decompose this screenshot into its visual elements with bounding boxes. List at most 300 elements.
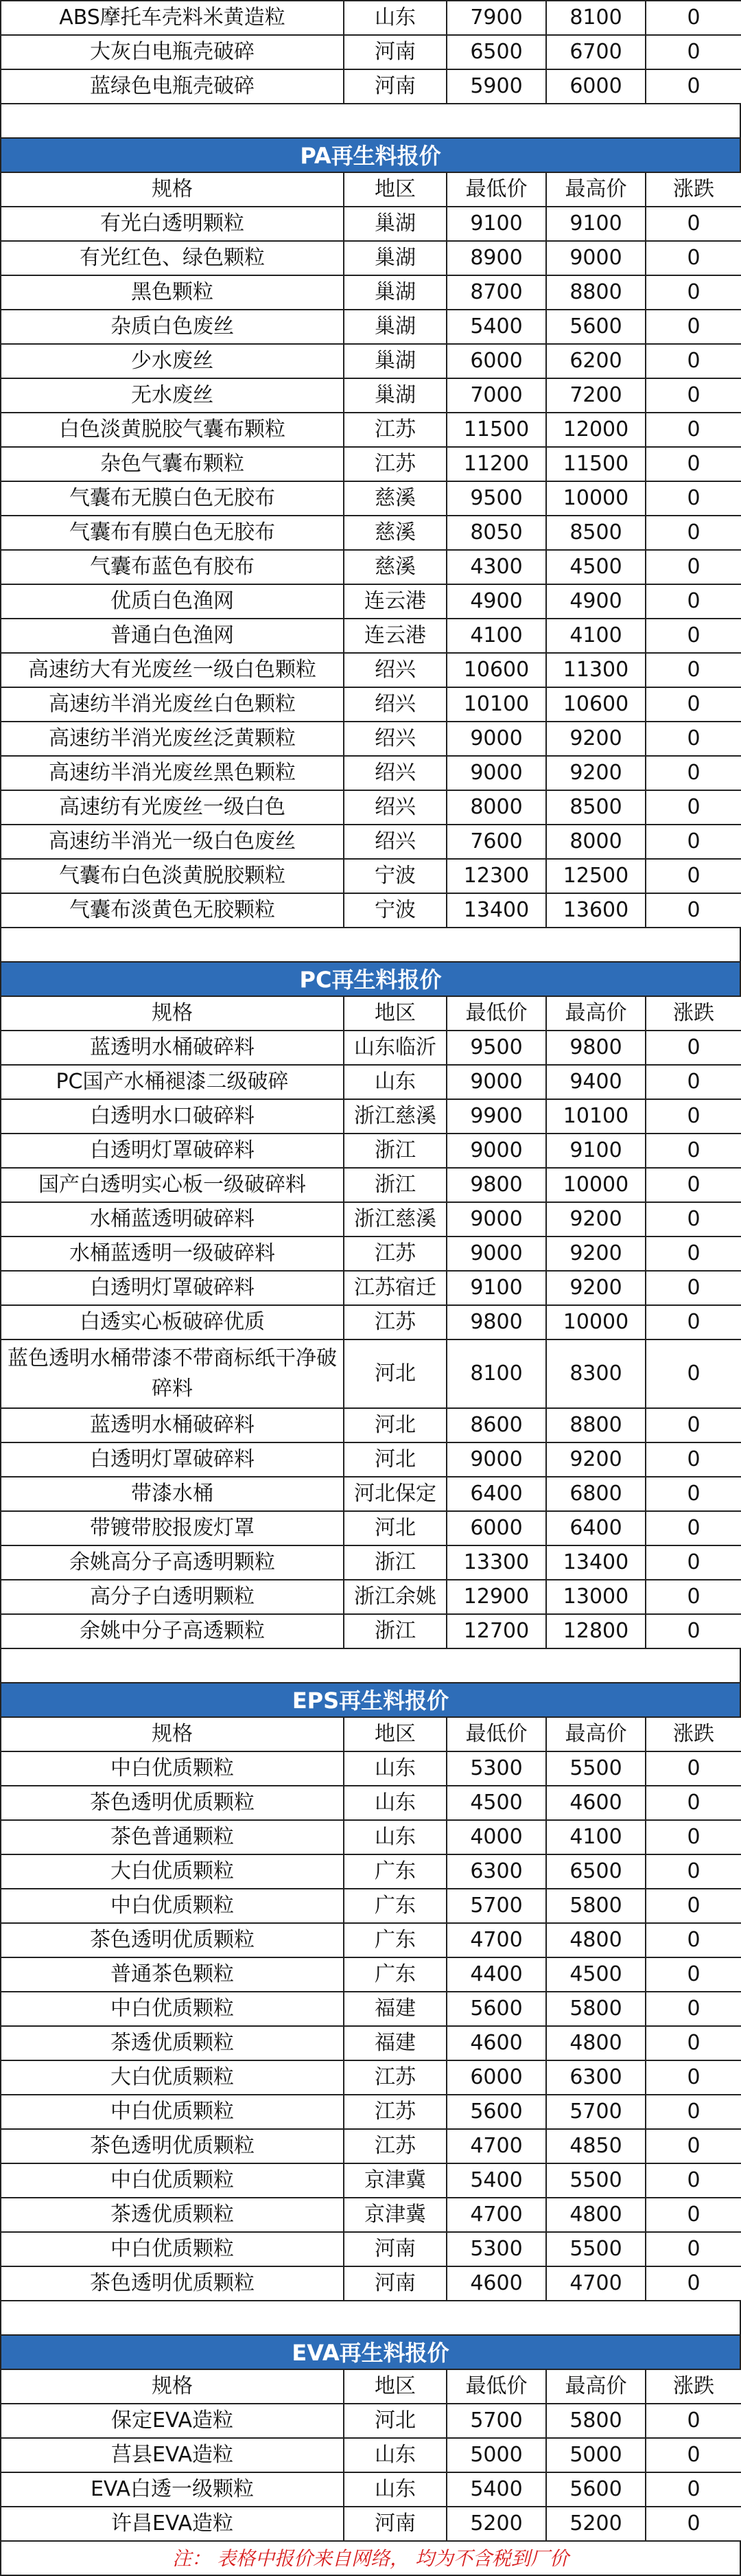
min-price-cell: 8050: [447, 516, 546, 550]
max-price-cell: 4500: [546, 1957, 646, 1992]
region-cell: 广东: [344, 1923, 447, 1957]
change-cell: 0: [646, 1614, 741, 1648]
spec-cell: 普通白色渔网: [1, 619, 344, 653]
min-price-cell: 4700: [447, 1923, 546, 1957]
change-cell: 0: [646, 2404, 741, 2438]
spec-cell: 少水废丝: [1, 344, 344, 378]
spec-cell: 黑色颗粒: [1, 275, 344, 310]
min-price-cell: 6000: [447, 1511, 546, 1545]
max-price-cell: 8500: [546, 790, 646, 825]
max-price-cell: 6200: [546, 344, 646, 378]
change-cell: 0: [646, 1580, 741, 1614]
region-cell: 江苏: [344, 2129, 447, 2163]
change-cell: 0: [646, 207, 741, 241]
table-row: [1, 2129, 741, 2163]
change-cell: 0: [646, 619, 741, 653]
min-price-cell: 4900: [447, 584, 546, 619]
max-price-cell: 7200: [546, 378, 646, 413]
min-price-cell: 8000: [447, 790, 546, 825]
spec-cell: 保定EVA造粒: [1, 2404, 344, 2438]
table-row: [1, 2232, 741, 2266]
region-cell: 河南: [344, 35, 447, 69]
spec-cell: 带漆水桶: [1, 1477, 344, 1511]
min-price-cell: 13400: [447, 893, 546, 928]
min-price-cell: 5600: [447, 2095, 546, 2129]
column-header: 涨跌: [646, 2369, 741, 2404]
change-cell: 0: [646, 378, 741, 413]
change-cell: 0: [646, 1511, 741, 1545]
column-header: 规格: [1, 2369, 344, 2404]
min-price-cell: 4000: [447, 1820, 546, 1854]
max-price-cell: 6700: [546, 35, 646, 69]
region-cell: 浙江: [344, 1545, 447, 1580]
max-price-cell: 5700: [546, 2095, 646, 2129]
region-cell: 河北: [344, 1442, 447, 1477]
min-price-cell: 5000: [447, 2438, 546, 2472]
table-row: [1, 1992, 741, 2026]
spec-cell: 高速纺有光废丝一级白色: [1, 790, 344, 825]
region-cell: 慈溪: [344, 481, 447, 516]
change-cell: 0: [646, 1339, 741, 1408]
change-cell: 0: [646, 2129, 741, 2163]
region-cell: 浙江余姚: [344, 1580, 447, 1614]
change-cell: 0: [646, 1751, 741, 1786]
table-row: [1, 2026, 741, 2060]
max-price-cell: 9200: [546, 756, 646, 790]
spec-cell: 气囊布淡黄色无胶颗粒: [1, 893, 344, 928]
min-price-cell: 4600: [447, 2266, 546, 2301]
max-price-cell: 9200: [546, 1237, 646, 1271]
region-cell: 江苏宿迁: [344, 1271, 447, 1305]
region-cell: 宁波: [344, 859, 447, 893]
table-row: [1, 241, 741, 275]
region-cell: 山东: [344, 1751, 447, 1786]
column-header: 地区: [344, 1717, 447, 1751]
table-row: [1, 2266, 741, 2301]
column-header: 最低价: [447, 996, 546, 1031]
change-cell: 0: [646, 275, 741, 310]
region-cell: 河北保定: [344, 1477, 447, 1511]
change-cell: 0: [646, 447, 741, 481]
table-row: [1, 1202, 741, 1237]
table-row: [1, 1786, 741, 1820]
table-row: [1, 550, 741, 584]
max-price-cell: 4100: [546, 1820, 646, 1854]
spec-cell: 无水废丝: [1, 378, 344, 413]
column-header: 地区: [344, 172, 447, 207]
max-price-cell: 8800: [546, 275, 646, 310]
max-price-cell: 6300: [546, 2060, 646, 2095]
change-cell: 0: [646, 1889, 741, 1923]
max-price-cell: 5800: [546, 1992, 646, 2026]
table-row: [1, 1923, 741, 1957]
region-cell: 浙江慈溪: [344, 1202, 447, 1237]
change-cell: 0: [646, 2060, 741, 2095]
change-cell: 0: [646, 413, 741, 447]
table-row: [1, 1751, 741, 1786]
region-cell: 绍兴: [344, 722, 447, 756]
table-header-row: [1, 1717, 741, 1751]
table-row: [1, 1237, 741, 1271]
change-cell: 0: [646, 2163, 741, 2198]
spec-cell: 气囊布无膜白色无胶布: [1, 481, 344, 516]
region-cell: 浙江慈溪: [344, 1099, 447, 1134]
spec-cell: 中白优质颗粒: [1, 1992, 344, 2026]
section-spacer: [0, 104, 741, 137]
column-header: 规格: [1, 996, 344, 1031]
change-cell: 0: [646, 2507, 741, 2541]
column-header: 规格: [1, 1717, 344, 1751]
spec-cell: EVA白透一级颗粒: [1, 2472, 344, 2507]
abs-price-table-tail: [0, 0, 741, 104]
min-price-cell: 5200: [447, 2507, 546, 2541]
section-spacer: [0, 928, 741, 961]
min-price-cell: 4100: [447, 619, 546, 653]
max-price-cell: 4850: [546, 2129, 646, 2163]
table-row: [1, 481, 741, 516]
spec-cell: 高分子白透明颗粒: [1, 1580, 344, 1614]
min-price-cell: 8100: [447, 1339, 546, 1408]
min-price-cell: 5400: [447, 310, 546, 344]
region-cell: 浙江: [344, 1168, 447, 1202]
min-price-cell: 10600: [447, 653, 546, 687]
spec-cell: PC国产水桶褪漆二级破碎: [1, 1065, 344, 1099]
min-price-cell: 6000: [447, 2060, 546, 2095]
min-price-cell: 4400: [447, 1957, 546, 1992]
max-price-cell: 6400: [546, 1511, 646, 1545]
table-row: [1, 687, 741, 722]
min-price-cell: 9000: [447, 1442, 546, 1477]
column-header: 涨跌: [646, 172, 741, 207]
table-header-row: [1, 996, 741, 1031]
table-row: [1, 2404, 741, 2438]
change-cell: 0: [646, 1408, 741, 1442]
max-price-cell: 8500: [546, 516, 646, 550]
max-price-cell: 10000: [546, 481, 646, 516]
min-price-cell: 5400: [447, 2472, 546, 2507]
spec-cell: 高速纺大有光废丝一级白色颗粒: [1, 653, 344, 687]
column-header: 地区: [344, 2369, 447, 2404]
max-price-cell: 5600: [546, 2472, 646, 2507]
change-cell: 0: [646, 1237, 741, 1271]
region-cell: 河北: [344, 2404, 447, 2438]
table-row: [1, 1408, 741, 1442]
max-price-cell: 10000: [546, 1168, 646, 1202]
table-row: [1, 1134, 741, 1168]
table-row: [1, 1305, 741, 1339]
table-row: [1, 310, 741, 344]
min-price-cell: 7600: [447, 825, 546, 859]
table-row: [1, 756, 741, 790]
max-price-cell: 11300: [546, 653, 646, 687]
spec-cell: 余姚高分子高透明颗粒: [1, 1545, 344, 1580]
region-cell: 慈溪: [344, 516, 447, 550]
region-cell: 河北: [344, 1408, 447, 1442]
spec-cell: 蓝色透明水桶带漆不带商标纸干净破碎料: [1, 1339, 344, 1408]
table-row: [1, 1580, 741, 1614]
table-row: [1, 1614, 741, 1648]
min-price-cell: 12900: [447, 1580, 546, 1614]
table-row: [1, 653, 741, 687]
table-row: [1, 275, 741, 310]
table-row: [1, 1477, 741, 1511]
change-cell: 0: [646, 516, 741, 550]
spec-cell: 中白优质颗粒: [1, 2163, 344, 2198]
region-cell: 山东临沂: [344, 1031, 447, 1065]
change-cell: 0: [646, 1168, 741, 1202]
max-price-cell: 8300: [546, 1339, 646, 1408]
max-price-cell: 5000: [546, 2438, 646, 2472]
min-price-cell: 4500: [447, 1786, 546, 1820]
min-price-cell: 9000: [447, 1237, 546, 1271]
change-cell: 0: [646, 790, 741, 825]
max-price-cell: 8100: [546, 1, 646, 35]
region-cell: 京津冀: [344, 2163, 447, 2198]
change-cell: 0: [646, 584, 741, 619]
change-cell: 0: [646, 1099, 741, 1134]
table-header-row: [1, 2369, 741, 2404]
region-cell: 江苏: [344, 2060, 447, 2095]
min-price-cell: 8600: [447, 1408, 546, 1442]
max-price-cell: 9400: [546, 1065, 646, 1099]
table-row: [1, 619, 741, 653]
spec-cell: 白透实心板破碎优质: [1, 1305, 344, 1339]
spec-cell: 余姚中分子高透颗粒: [1, 1614, 344, 1648]
column-header: 规格: [1, 172, 344, 207]
column-header: 最高价: [546, 996, 646, 1031]
spec-cell: ABS摩托车壳料米黄造粒: [1, 1, 344, 35]
min-price-cell: 9500: [447, 481, 546, 516]
region-cell: 广东: [344, 1889, 447, 1923]
min-price-cell: 5300: [447, 1751, 546, 1786]
change-cell: 0: [646, 2198, 741, 2232]
max-price-cell: 4700: [546, 2266, 646, 2301]
spec-cell: 中白优质颗粒: [1, 2095, 344, 2129]
column-header: 最高价: [546, 2369, 646, 2404]
spec-cell: 气囊布白色淡黄脱胶颗粒: [1, 859, 344, 893]
change-cell: 0: [646, 1992, 741, 2026]
max-price-cell: 12500: [546, 859, 646, 893]
table-row: [1, 1168, 741, 1202]
min-price-cell: 4600: [447, 2026, 546, 2060]
min-price-cell: 7000: [447, 378, 546, 413]
spec-cell: 水桶蓝透明一级破碎料: [1, 1237, 344, 1271]
region-cell: 连云港: [344, 619, 447, 653]
min-price-cell: 9100: [447, 1271, 546, 1305]
max-price-cell: 5500: [546, 2232, 646, 2266]
min-price-cell: 5300: [447, 2232, 546, 2266]
max-price-cell: 5600: [546, 310, 646, 344]
table-row: [1, 1442, 741, 1477]
region-cell: 巢湖: [344, 207, 447, 241]
spec-cell: 茶色透明优质颗粒: [1, 1923, 344, 1957]
table-row: [1, 1271, 741, 1305]
max-price-cell: 4800: [546, 2026, 646, 2060]
max-price-cell: 10100: [546, 1099, 646, 1134]
change-cell: 0: [646, 1957, 741, 1992]
min-price-cell: 6400: [447, 1477, 546, 1511]
min-price-cell: 9000: [447, 1134, 546, 1168]
spec-cell: 白透明灯罩破碎料: [1, 1442, 344, 1477]
change-cell: 0: [646, 481, 741, 516]
spec-cell: 杂质白色废丝: [1, 310, 344, 344]
max-price-cell: 12000: [546, 413, 646, 447]
region-cell: 山东: [344, 1, 447, 35]
region-cell: 山东: [344, 1786, 447, 1820]
spec-cell: 中白优质颗粒: [1, 1751, 344, 1786]
table-row: [1, 207, 741, 241]
min-price-cell: 5900: [447, 69, 546, 104]
table-row: [1, 447, 741, 481]
min-price-cell: 7900: [447, 1, 546, 35]
region-cell: 浙江: [344, 1614, 447, 1648]
change-cell: 0: [646, 1820, 741, 1854]
column-header: 最低价: [447, 2369, 546, 2404]
max-price-cell: 4500: [546, 550, 646, 584]
min-price-cell: 9800: [447, 1305, 546, 1339]
spec-cell: 茶色透明优质颗粒: [1, 2129, 344, 2163]
spec-cell: 有光白透明颗粒: [1, 207, 344, 241]
spec-cell: 蓝透明水桶破碎料: [1, 1408, 344, 1442]
spec-cell: 优质白色渔网: [1, 584, 344, 619]
max-price-cell: 13600: [546, 893, 646, 928]
change-cell: 0: [646, 1271, 741, 1305]
table-row: [1, 2438, 741, 2472]
region-cell: 广东: [344, 1854, 447, 1889]
max-price-cell: 9100: [546, 207, 646, 241]
region-cell: 巢湖: [344, 241, 447, 275]
section-spacer: [0, 2301, 741, 2334]
table-row: [1, 1511, 741, 1545]
min-price-cell: 11200: [447, 447, 546, 481]
min-price-cell: 9000: [447, 722, 546, 756]
price-table: [0, 1716, 741, 2301]
min-price-cell: 12300: [447, 859, 546, 893]
spec-cell: 白色淡黄脱胶气囊布颗粒: [1, 413, 344, 447]
spec-cell: 蓝透明水桶破碎料: [1, 1031, 344, 1065]
change-cell: 0: [646, 2026, 741, 2060]
region-cell: 广东: [344, 1957, 447, 1992]
change-cell: 0: [646, 722, 741, 756]
region-cell: 福建: [344, 2026, 447, 2060]
min-price-cell: 6000: [447, 344, 546, 378]
min-price-cell: 8700: [447, 275, 546, 310]
region-cell: 河北: [344, 1511, 447, 1545]
spec-cell: 蓝绿色电瓶壳破碎: [1, 69, 344, 104]
region-cell: 山东: [344, 1820, 447, 1854]
spec-cell: 水桶蓝透明破碎料: [1, 1202, 344, 1237]
region-cell: 河南: [344, 2232, 447, 2266]
change-cell: 0: [646, 859, 741, 893]
section-spacer: [0, 1649, 741, 1682]
table-row: [1, 1339, 741, 1408]
spec-cell: 杂色气囊布颗粒: [1, 447, 344, 481]
min-price-cell: 6500: [447, 35, 546, 69]
column-header: 最高价: [546, 172, 646, 207]
change-cell: 0: [646, 1923, 741, 1957]
spec-cell: 高速纺半消光一级白色废丝: [1, 825, 344, 859]
change-cell: 0: [646, 241, 741, 275]
max-price-cell: 5200: [546, 2507, 646, 2541]
min-price-cell: 5600: [447, 1992, 546, 2026]
table-row: [1, 1099, 741, 1134]
min-price-cell: 10100: [447, 687, 546, 722]
column-header: 最低价: [447, 172, 546, 207]
min-price-cell: 9500: [447, 1031, 546, 1065]
region-cell: 绍兴: [344, 790, 447, 825]
spec-cell: 有光红色、绿色颗粒: [1, 241, 344, 275]
max-price-cell: 8000: [546, 825, 646, 859]
max-price-cell: 10000: [546, 1305, 646, 1339]
spec-cell: 高速纺半消光废丝白色颗粒: [1, 687, 344, 722]
max-price-cell: 10600: [546, 687, 646, 722]
change-cell: 0: [646, 1031, 741, 1065]
table-row: [1, 35, 741, 69]
spec-cell: 莒县EVA造粒: [1, 2438, 344, 2472]
section-title: EPS再生料报价: [0, 1682, 741, 1716]
region-cell: 连云港: [344, 584, 447, 619]
region-cell: 河南: [344, 2507, 447, 2541]
region-cell: 宁波: [344, 893, 447, 928]
max-price-cell: 4900: [546, 584, 646, 619]
table-row: [1, 2507, 741, 2541]
min-price-cell: 4700: [447, 2129, 546, 2163]
min-price-cell: 9000: [447, 1202, 546, 1237]
max-price-cell: 13400: [546, 1545, 646, 1580]
max-price-cell: 5800: [546, 1889, 646, 1923]
max-price-cell: 5500: [546, 2163, 646, 2198]
max-price-cell: 6800: [546, 1477, 646, 1511]
max-price-cell: 5800: [546, 2404, 646, 2438]
change-cell: 0: [646, 1305, 741, 1339]
spec-cell: 大白优质颗粒: [1, 2060, 344, 2095]
change-cell: 0: [646, 1854, 741, 1889]
spec-cell: 气囊布有膜白色无胶布: [1, 516, 344, 550]
change-cell: 0: [646, 550, 741, 584]
column-header: 涨跌: [646, 1717, 741, 1751]
min-price-cell: 9100: [447, 207, 546, 241]
change-cell: 0: [646, 825, 741, 859]
spec-cell: 茶色透明优质颗粒: [1, 2266, 344, 2301]
region-cell: 巢湖: [344, 310, 447, 344]
change-cell: 0: [646, 1477, 741, 1511]
region-cell: 江苏: [344, 1305, 447, 1339]
change-cell: 0: [646, 1, 741, 35]
region-cell: 山东: [344, 2472, 447, 2507]
section-title: PC再生料报价: [0, 961, 741, 996]
table-row: [1, 2472, 741, 2507]
table-row: [1, 2198, 741, 2232]
min-price-cell: 5700: [447, 1889, 546, 1923]
change-cell: 0: [646, 2095, 741, 2129]
table-row: [1, 69, 741, 104]
min-price-cell: 9900: [447, 1099, 546, 1134]
max-price-cell: 4600: [546, 1786, 646, 1820]
spec-cell: 国产白透明实心板一级破碎料: [1, 1168, 344, 1202]
max-price-cell: 9200: [546, 1271, 646, 1305]
region-cell: 山东: [344, 2438, 447, 2472]
table-row: [1, 413, 741, 447]
spec-cell: 大白优质颗粒: [1, 1854, 344, 1889]
change-cell: 0: [646, 1786, 741, 1820]
region-cell: 河南: [344, 69, 447, 104]
change-cell: 0: [646, 310, 741, 344]
change-cell: 0: [646, 2266, 741, 2301]
region-cell: 绍兴: [344, 687, 447, 722]
max-price-cell: 11500: [546, 447, 646, 481]
table-row: [1, 1889, 741, 1923]
table-header-row: [1, 172, 741, 207]
